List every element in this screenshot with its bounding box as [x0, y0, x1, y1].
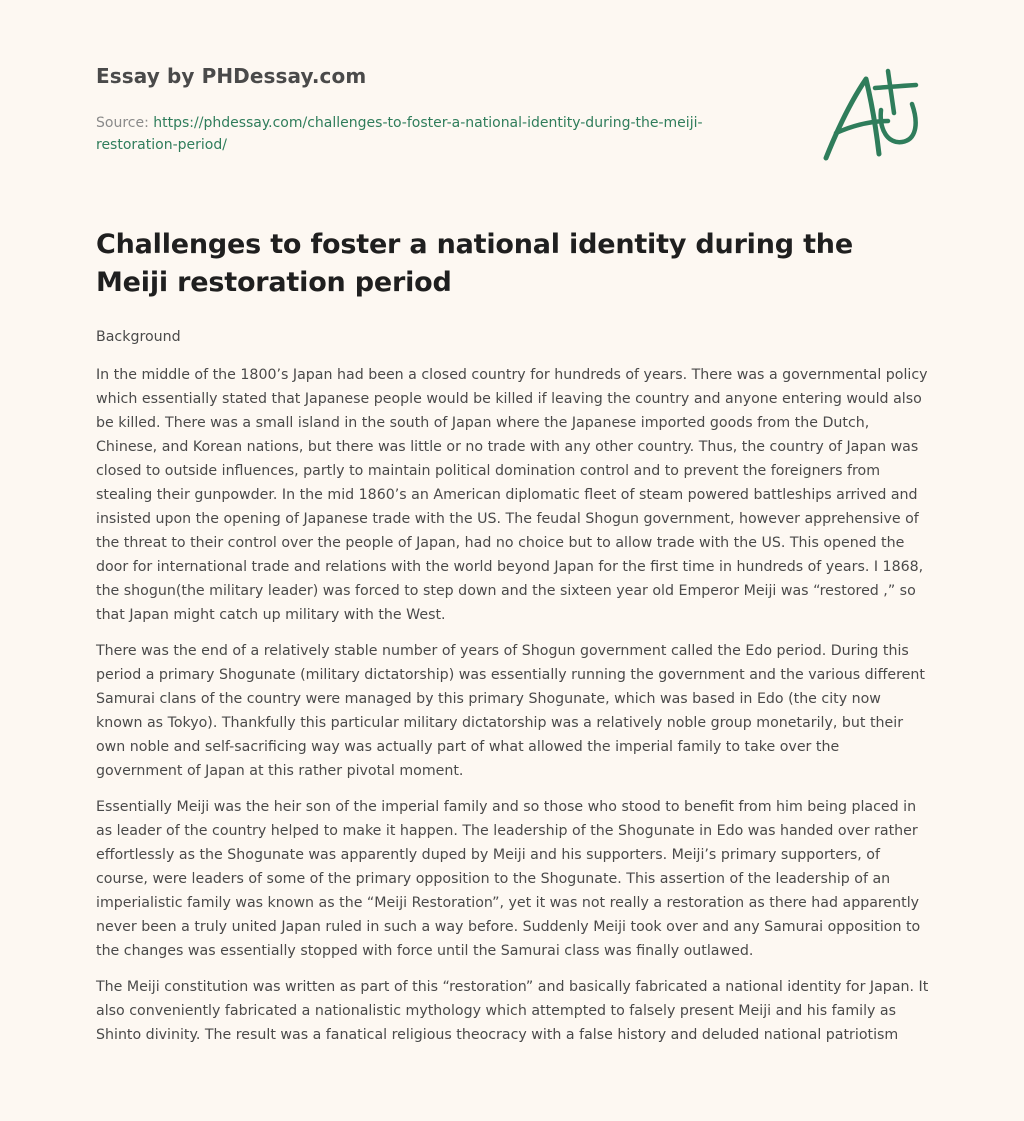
site-title: Essay by PHDessay.com	[96, 64, 367, 88]
source-label: Source:	[96, 115, 149, 131]
source-line	[96, 112, 776, 156]
a-plus-grade-icon	[818, 66, 930, 166]
source-link[interactable]: https://phdessay.com/challenges-to-foster-a-national-identity-during-the-meiji-restoration-period/	[96, 115, 703, 153]
essay-title: Challenges to foster a national identity during the Meiji restoration period	[96, 229, 853, 298]
section-heading: Background	[96, 329, 181, 345]
body-paragraph-4: The Meiji constitution was written as part of this “restoration” and basically fabricated a national identity for Japan. It also conveniently fabricated a nationalistic mythology which attempted to falsely present Meiji and his family as Shinto divinity. The result was a fanatical religious theocracy with a false history and deluded national patriotism	[96, 979, 929, 1043]
body-paragraph-1: In the middle of the 1800’s Japan had been a closed country for hundreds of years. There was a governmental policy which essentially stated that Japanese people would be killed if leaving the country and anyone entering would also be killed. There was a small island in the south of Japan where the Japanese imported goods from the Dutch, Chinese, and Korean nations, but there was little or no trade with any other country. Thus, the country of Japan was closed to outside influences, partly to maintain political domination control and to prevent the foreigners from stealing their gunpowder. In the mid 1860’s an American diplomatic fleet of steam powered battleships arrived and insisted upon the opening of Japanese trade with the US. The feudal Shogun government, however apprehensive of the threat to their control over the people of Japan, had no choice but to allow trade with the US. This opened the door for international trade and relations with the world beyond Japan for the first time in hundreds of years. I 1868, the shogun(the military leader) was forced to step down and the sixteen year old Emperor Meiji was “restored ,” so that Japan might catch up military with the West.	[96, 367, 928, 623]
body-paragraph-3: Essentially Meiji was the heir son of the imperial family and so those who stood to benefit from him being placed in as leader of the country helped to make it happen. The leadership of the Shogunate in Edo was handed over rather effortlessly as the Shogunate was apparently duped by Meiji and his supporters. Meiji’s primary supporters, of course, were leaders of some of the primary opposition to the Shogunate. This assertion of the leadership of an imperialistic family was known as the “Meiji Restoration”, yet it was not really a restoration as there had apparently never been a truly united Japan ruled in such a way before. Suddenly Meiji took over and any Samurai opposition to the changes was essentially stopped with force until the Samurai class was finally outlawed.	[96, 799, 921, 959]
essay-body	[96, 325, 930, 1059]
body-paragraph-2: There was the end of a relatively stable number of years of Shogun government called the Edo period. During this period a primary Shogunate (military dictatorship) was essentially running the government and the various different Samurai clans of the country were managed by this primary Shogunate, which was based in Edo (the city now known as Tokyo). Thankfully this particular military dictatorship was a relatively noble group monetarily, but their own noble and self-sacrificing way was actually part of what allowed the imperial family to take over the government of Japan at this rather pivotal moment.	[96, 643, 925, 779]
